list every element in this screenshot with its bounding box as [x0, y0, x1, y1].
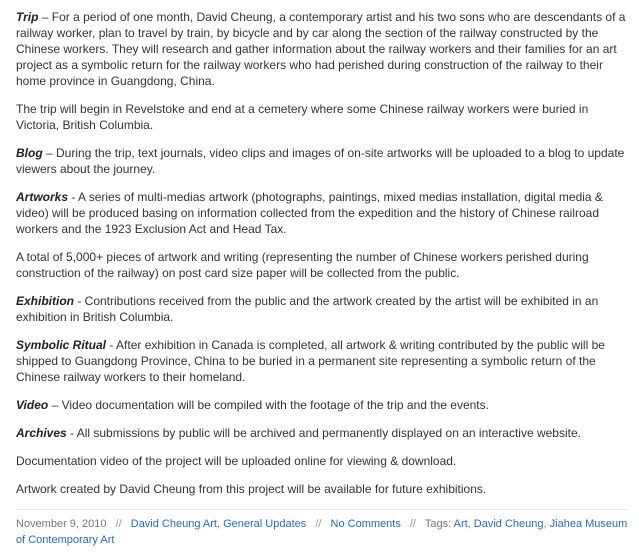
paragraph-term: Video: [16, 398, 49, 412]
category-link[interactable]: General Updates: [223, 518, 307, 530]
tag-link[interactable]: Jiahea Museum of Contemporary Art: [16, 518, 628, 546]
comments-link[interactable]: No Comments: [330, 518, 401, 530]
meta-separator: //: [315, 518, 322, 530]
paragraph-text: – Video documentation will be compiled with the footage of the trip and the events.: [48, 398, 489, 412]
paragraph-text: - After exhibition in Canada is completed, all artwork & writing contributed by the public will be shipped to Guangdong Province, China to be buried in a permanent site representing a symbolic return of the Chinese railway workers to their homeland.: [16, 338, 605, 384]
paragraph-availability: [16, 481, 628, 497]
list-comma: ,: [467, 518, 474, 530]
paragraph-text: A total of 5,000+ pieces of artwork and writing (representing the number of Chinese workers perished during construction of the railway) on post card size paper will be collected from the public.: [16, 250, 589, 280]
paragraph-text: Documentation video of the project will be uploaded online for viewing & download.: [16, 454, 457, 468]
paragraph-term: Blog: [16, 146, 43, 160]
paragraph-blog: [16, 145, 628, 177]
paragraph-text: - A series of multi-medias artwork (photographs, paintings, mixed medias installation, digital media & video) will be produced basing on information collected from the expedition and the history of Chinese railroad workers and the 1923 Exclusion Act and Head Tax.: [16, 190, 603, 236]
paragraph-text: – During the trip, text journals, video clips and images of on-site artworks will be uploaded to a blog to update viewers about the journey.: [16, 146, 625, 176]
post-meta: [16, 509, 628, 548]
paragraph-text: - All submissions by public will be archived and permanently displayed on an interactive website.: [66, 426, 581, 440]
list-comma: ,: [216, 518, 224, 530]
paragraph-documentation: [16, 453, 628, 469]
paragraph-term: Symbolic Ritual: [16, 338, 107, 352]
paragraph-archives: [16, 425, 628, 441]
paragraph-text: - Contributions received from the public and the artwork created by the artist will be exhibited in an exhibition in British Columbia.: [16, 294, 599, 324]
tags-label: Tags:: [424, 518, 452, 530]
paragraph-video: [16, 397, 628, 413]
post-date: November 9, 2010: [16, 518, 107, 530]
paragraph-term: Trip: [16, 10, 39, 24]
category-link[interactable]: David Cheung Art: [130, 518, 217, 530]
paragraph-exhibition: [16, 293, 628, 325]
meta-separator: //: [115, 518, 122, 530]
paragraph-symbolic-ritual: [16, 337, 628, 385]
paragraph-term: Artworks: [16, 190, 69, 204]
paragraph-text: The trip will begin in Revelstoke and end at a cemetery where some Chinese railway workers were buried in Victoria, British Columbia.: [16, 102, 589, 132]
paragraph-text: – For a period of one month, David Cheung, a contemporary artist and his two sons who are descendants of a railway worker, plan to travel by train, by bicycle and by car along the section of the railway constructed by the Chinese workers. They will research and gather information about the railway workers and their families for an art project as a symbolic return for the railway workers who had perished during construction of the railway to their home province in Guangdong, China.: [16, 10, 626, 88]
tag-link[interactable]: Art: [453, 518, 468, 530]
list-comma: ,: [543, 518, 550, 530]
post-body: [16, 9, 628, 509]
paragraph-term: Archives: [16, 426, 67, 440]
tag-link[interactable]: David Cheung: [473, 518, 544, 530]
paragraph-collection: [16, 249, 628, 281]
paragraph-route: [16, 101, 628, 133]
meta-separator: //: [409, 518, 416, 530]
paragraph-term: Exhibition: [16, 294, 74, 308]
paragraph-artworks: [16, 189, 628, 237]
paragraph-text: Artwork created by David Cheung from this project will be available for future exhibitions.: [16, 482, 487, 496]
paragraph-trip: [16, 9, 628, 89]
